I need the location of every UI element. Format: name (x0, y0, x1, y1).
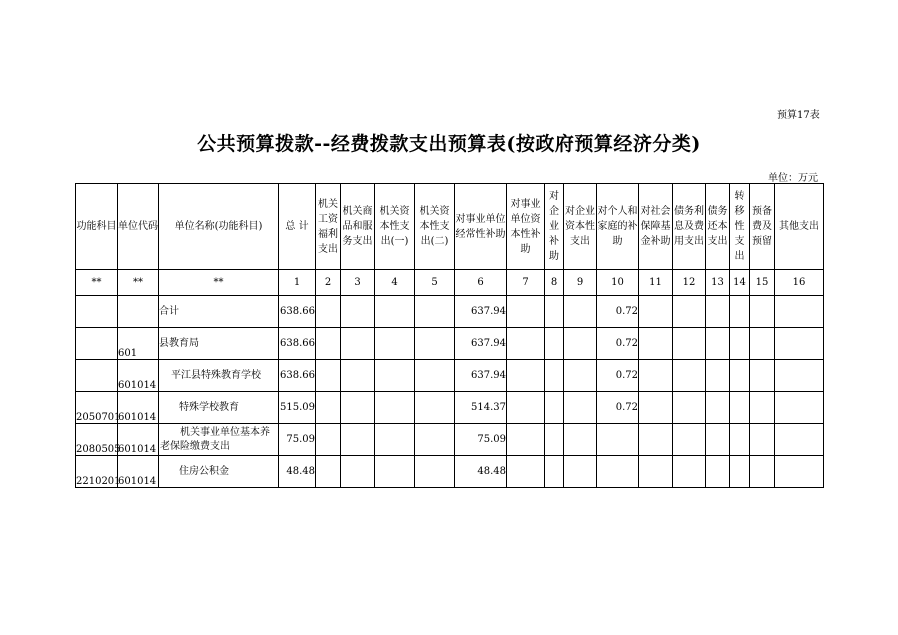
index-cell: 11 (639, 270, 673, 296)
unit-code-cell: 601014 (118, 424, 159, 456)
index-cell: 5 (415, 270, 455, 296)
header-cell: 对个人和家庭的补助 (597, 184, 639, 270)
index-cell: 15 (750, 270, 775, 296)
page-title: 公共预算拨款--经费拨款支出预算表(按政府预算经济分类) (197, 133, 701, 155)
function-code-cell (76, 328, 118, 360)
index-cell: ** (118, 270, 159, 296)
header-cell: 对事业单位资本性补助 (507, 184, 545, 270)
institution-subsidy-cell: 637.94 (455, 328, 507, 360)
index-cell: 16 (775, 270, 824, 296)
index-cell: 4 (375, 270, 415, 296)
unit-name-cell: 县教育局 (159, 328, 279, 360)
unit-code-cell: 601014 (118, 392, 159, 424)
header-cell: 机关工资福利支出 (316, 184, 341, 270)
header-cell: 债务利息及费用支出 (673, 184, 706, 270)
header-cell: 单位代码 (118, 184, 159, 270)
personal-subsidy-cell: 0.72 (597, 296, 639, 328)
table-number-label: 预算17表 (777, 110, 820, 121)
institution-subsidy-cell: 48.48 (455, 456, 507, 488)
header-cell: 对事业单位经常性补助 (455, 184, 507, 270)
personal-subsidy-cell: 0.72 (597, 392, 639, 424)
table-row (76, 360, 824, 392)
table-row (76, 392, 824, 424)
function-code-cell (76, 296, 118, 328)
institution-subsidy-cell: 637.94 (455, 296, 507, 328)
header-cell: 机关商品和服务支出 (341, 184, 375, 270)
header-cell: 对社会保障基金补助 (639, 184, 673, 270)
unit-name-cell: 特殊学校教育 (159, 392, 279, 424)
total-cell: 75.09 (279, 424, 316, 456)
header-cell: 预备费及预留 (750, 184, 775, 270)
header-cell: 功能科目 (76, 184, 118, 270)
index-cell: ** (159, 270, 279, 296)
unit-label: 单位：万元 (768, 173, 818, 184)
header-cell: 单位名称(功能科目) (159, 184, 279, 270)
index-cell: 2 (316, 270, 341, 296)
unit-name-cell: 合计 (159, 296, 279, 328)
header-cell: 其他支出 (775, 184, 824, 270)
unit-code-cell: 601 (118, 328, 159, 360)
index-cell: 7 (507, 270, 545, 296)
index-cell: 12 (673, 270, 706, 296)
function-code-cell: 2080505 (76, 424, 118, 456)
total-cell: 638.66 (279, 296, 316, 328)
personal-subsidy-cell (597, 424, 639, 456)
header-row (76, 184, 824, 270)
personal-subsidy-cell: 0.72 (597, 328, 639, 360)
budget-table (75, 183, 824, 488)
institution-subsidy-cell: 75.09 (455, 424, 507, 456)
header-cell: 机关资本性支出(一) (375, 184, 415, 270)
index-cell: 14 (730, 270, 750, 296)
column-index-row (76, 270, 824, 296)
index-cell: 1 (279, 270, 316, 296)
header-cell: 债务还本支出 (706, 184, 730, 270)
total-cell: 515.09 (279, 392, 316, 424)
header-cell: 对企业补助 (545, 184, 564, 270)
total-cell: 48.48 (279, 456, 316, 488)
index-cell: 10 (597, 270, 639, 296)
table-row (76, 328, 824, 360)
function-code-cell: 2050701 (76, 392, 118, 424)
unit-code-cell: 601014 (118, 360, 159, 392)
unit-name-cell: 机关事业单位基本养老保险缴费支出 (159, 424, 279, 456)
unit-code-cell: 601014 (118, 456, 159, 488)
index-cell: 6 (455, 270, 507, 296)
institution-subsidy-cell: 637.94 (455, 360, 507, 392)
unit-code-cell (118, 296, 159, 328)
total-cell: 638.66 (279, 360, 316, 392)
table-row (76, 424, 824, 456)
header-cell: 机关资本性支出(二) (415, 184, 455, 270)
index-cell: 3 (341, 270, 375, 296)
institution-subsidy-cell: 514.37 (455, 392, 507, 424)
header-cell: 转移性支出 (730, 184, 750, 270)
function-code-cell: 2210201 (76, 456, 118, 488)
function-code-cell (76, 360, 118, 392)
total-cell: 638.66 (279, 328, 316, 360)
unit-name-cell: 住房公积金 (159, 456, 279, 488)
table-row (76, 296, 824, 328)
table-row (76, 456, 824, 488)
unit-name-cell: 平江县特殊教育学校 (159, 360, 279, 392)
index-cell: 9 (564, 270, 597, 296)
index-cell: 13 (706, 270, 730, 296)
index-cell: 8 (545, 270, 564, 296)
header-cell: 总 计 (279, 184, 316, 270)
index-cell: ** (76, 270, 118, 296)
personal-subsidy-cell (597, 456, 639, 488)
header-cell: 对企业资本性支出 (564, 184, 597, 270)
personal-subsidy-cell: 0.72 (597, 360, 639, 392)
